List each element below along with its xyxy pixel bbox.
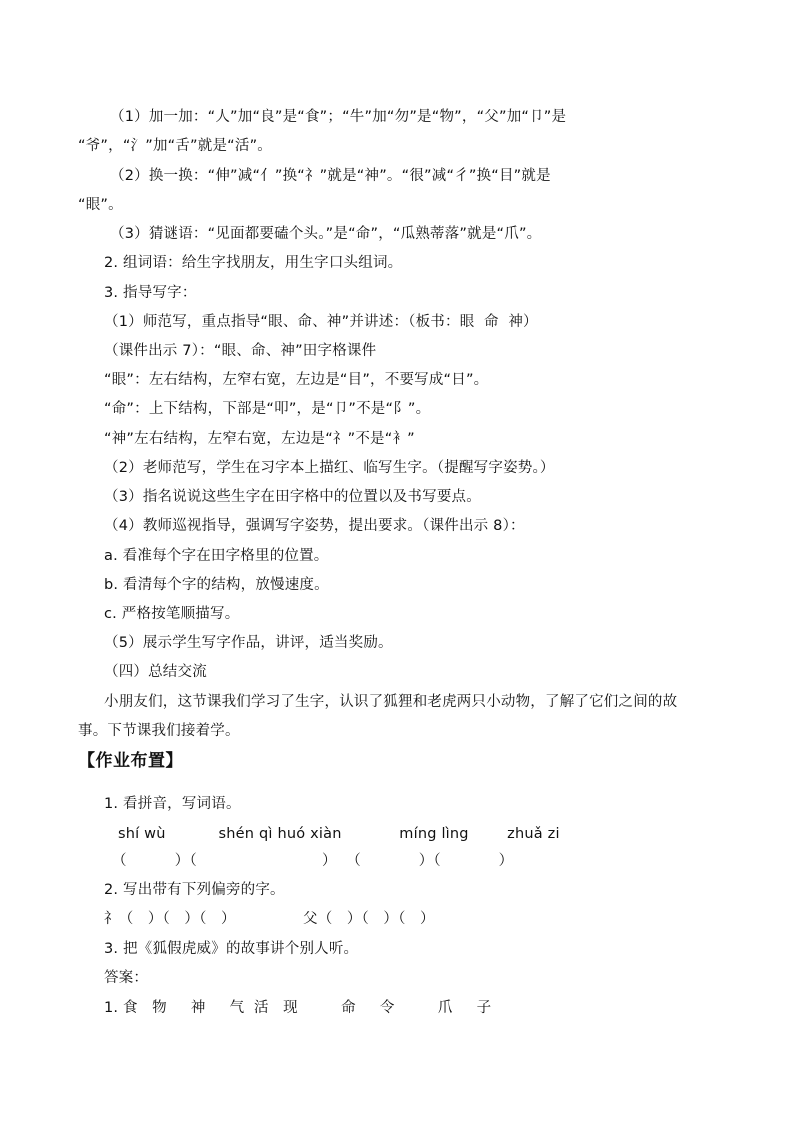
text-line-13: （2）老师范写，学生在习字本上描红、临写生字。（提醒写字姿势。）: [104, 460, 555, 476]
text-line-6: 2. 组词语：给生字找朋友，用生字口头组词。: [104, 255, 403, 271]
answer-line-1: 1. 食 物 神 气 活 现 命 令 爪 子: [104, 1000, 492, 1016]
text-line-17: b. 看清每个字的结构，放慢速度。: [104, 577, 329, 593]
text-line-8: （1）师范写，重点指导“眼、命、神”并讲述：（板书：眼 命 神）: [104, 314, 538, 330]
homework-line-2: 2. 写出带有下列偏旁的字。: [104, 882, 285, 898]
text-line-9: （课件出示 7）：“眼、命、神”田字格课件: [104, 343, 377, 359]
homework-radicals-line: 礻（ ）（ ）（ ） 父（ ）（ ）（ ）: [104, 911, 435, 927]
text-line-12: “神”左右结构，左窄右宽，左边是“礻”不是“衤”: [104, 431, 415, 447]
text-line-22: 事。下节课我们接着学。: [78, 723, 240, 739]
text-line-4: “眼”。: [78, 197, 123, 213]
text-line-5: （3）猜谜语：“见面都要磕个头。”是“命”，“瓜熟蒂落”就是“爪”。: [110, 226, 542, 242]
text-line-18: c. 严格按笔顺描写。: [104, 606, 240, 622]
text-line-21: 小朋友们，这节课我们学习了生字，认识了狐狸和老虎两只小动物，了解了它们之间的故: [104, 694, 678, 710]
text-line-1: （1）加一加：“人”加“良”是“食”；“牛”加“勿”是“物”，“父”加“卩”是: [110, 109, 567, 125]
text-line-3: （2）换一换：“伸”减“亻”换“礻”就是“神”。“很”减“彳”换“目”就是: [110, 168, 551, 184]
text-line-11: “命”：上下结构，下部是“叩”，是“卩”不是“阝”。: [104, 401, 431, 417]
text-line-19: （5）展示学生写字作品，讲评，适当奖励。: [104, 635, 393, 651]
answer-label: 答案：: [104, 970, 149, 986]
text-line-16: a. 看准每个字在田字格里的位置。: [104, 548, 329, 564]
homework-line-3: 3. 把《狐假虎威》的故事讲个别人听。: [104, 941, 359, 957]
text-line-20: （四）总结交流: [104, 664, 207, 680]
text-line-15: （4）教师巡视指导，强调写字姿势，提出要求。（课件出示 8）：: [104, 518, 525, 534]
homework-heading: 【作业布置】: [78, 751, 183, 771]
text-line-10: “眼”：左右结构，左窄右宽，左边是“目”，不要写成“日”。: [104, 372, 489, 388]
homework-line-1: 1. 看拼音，写词语。: [104, 796, 241, 812]
homework-brackets-line: （ ）（ ） （ ）（ ）: [112, 853, 514, 869]
text-line-2: “爷”，“氵”加“舌”就是“活”。: [78, 138, 272, 154]
text-line-7: 3. 指导写字：: [104, 285, 197, 301]
homework-pinyin-line: shí wù shén qì huó xiàn míng lìng zhuǎ zi: [118, 826, 560, 842]
text-line-14: （3）指名说说这些生字在田字格中的位置以及书写要点。: [104, 489, 481, 505]
